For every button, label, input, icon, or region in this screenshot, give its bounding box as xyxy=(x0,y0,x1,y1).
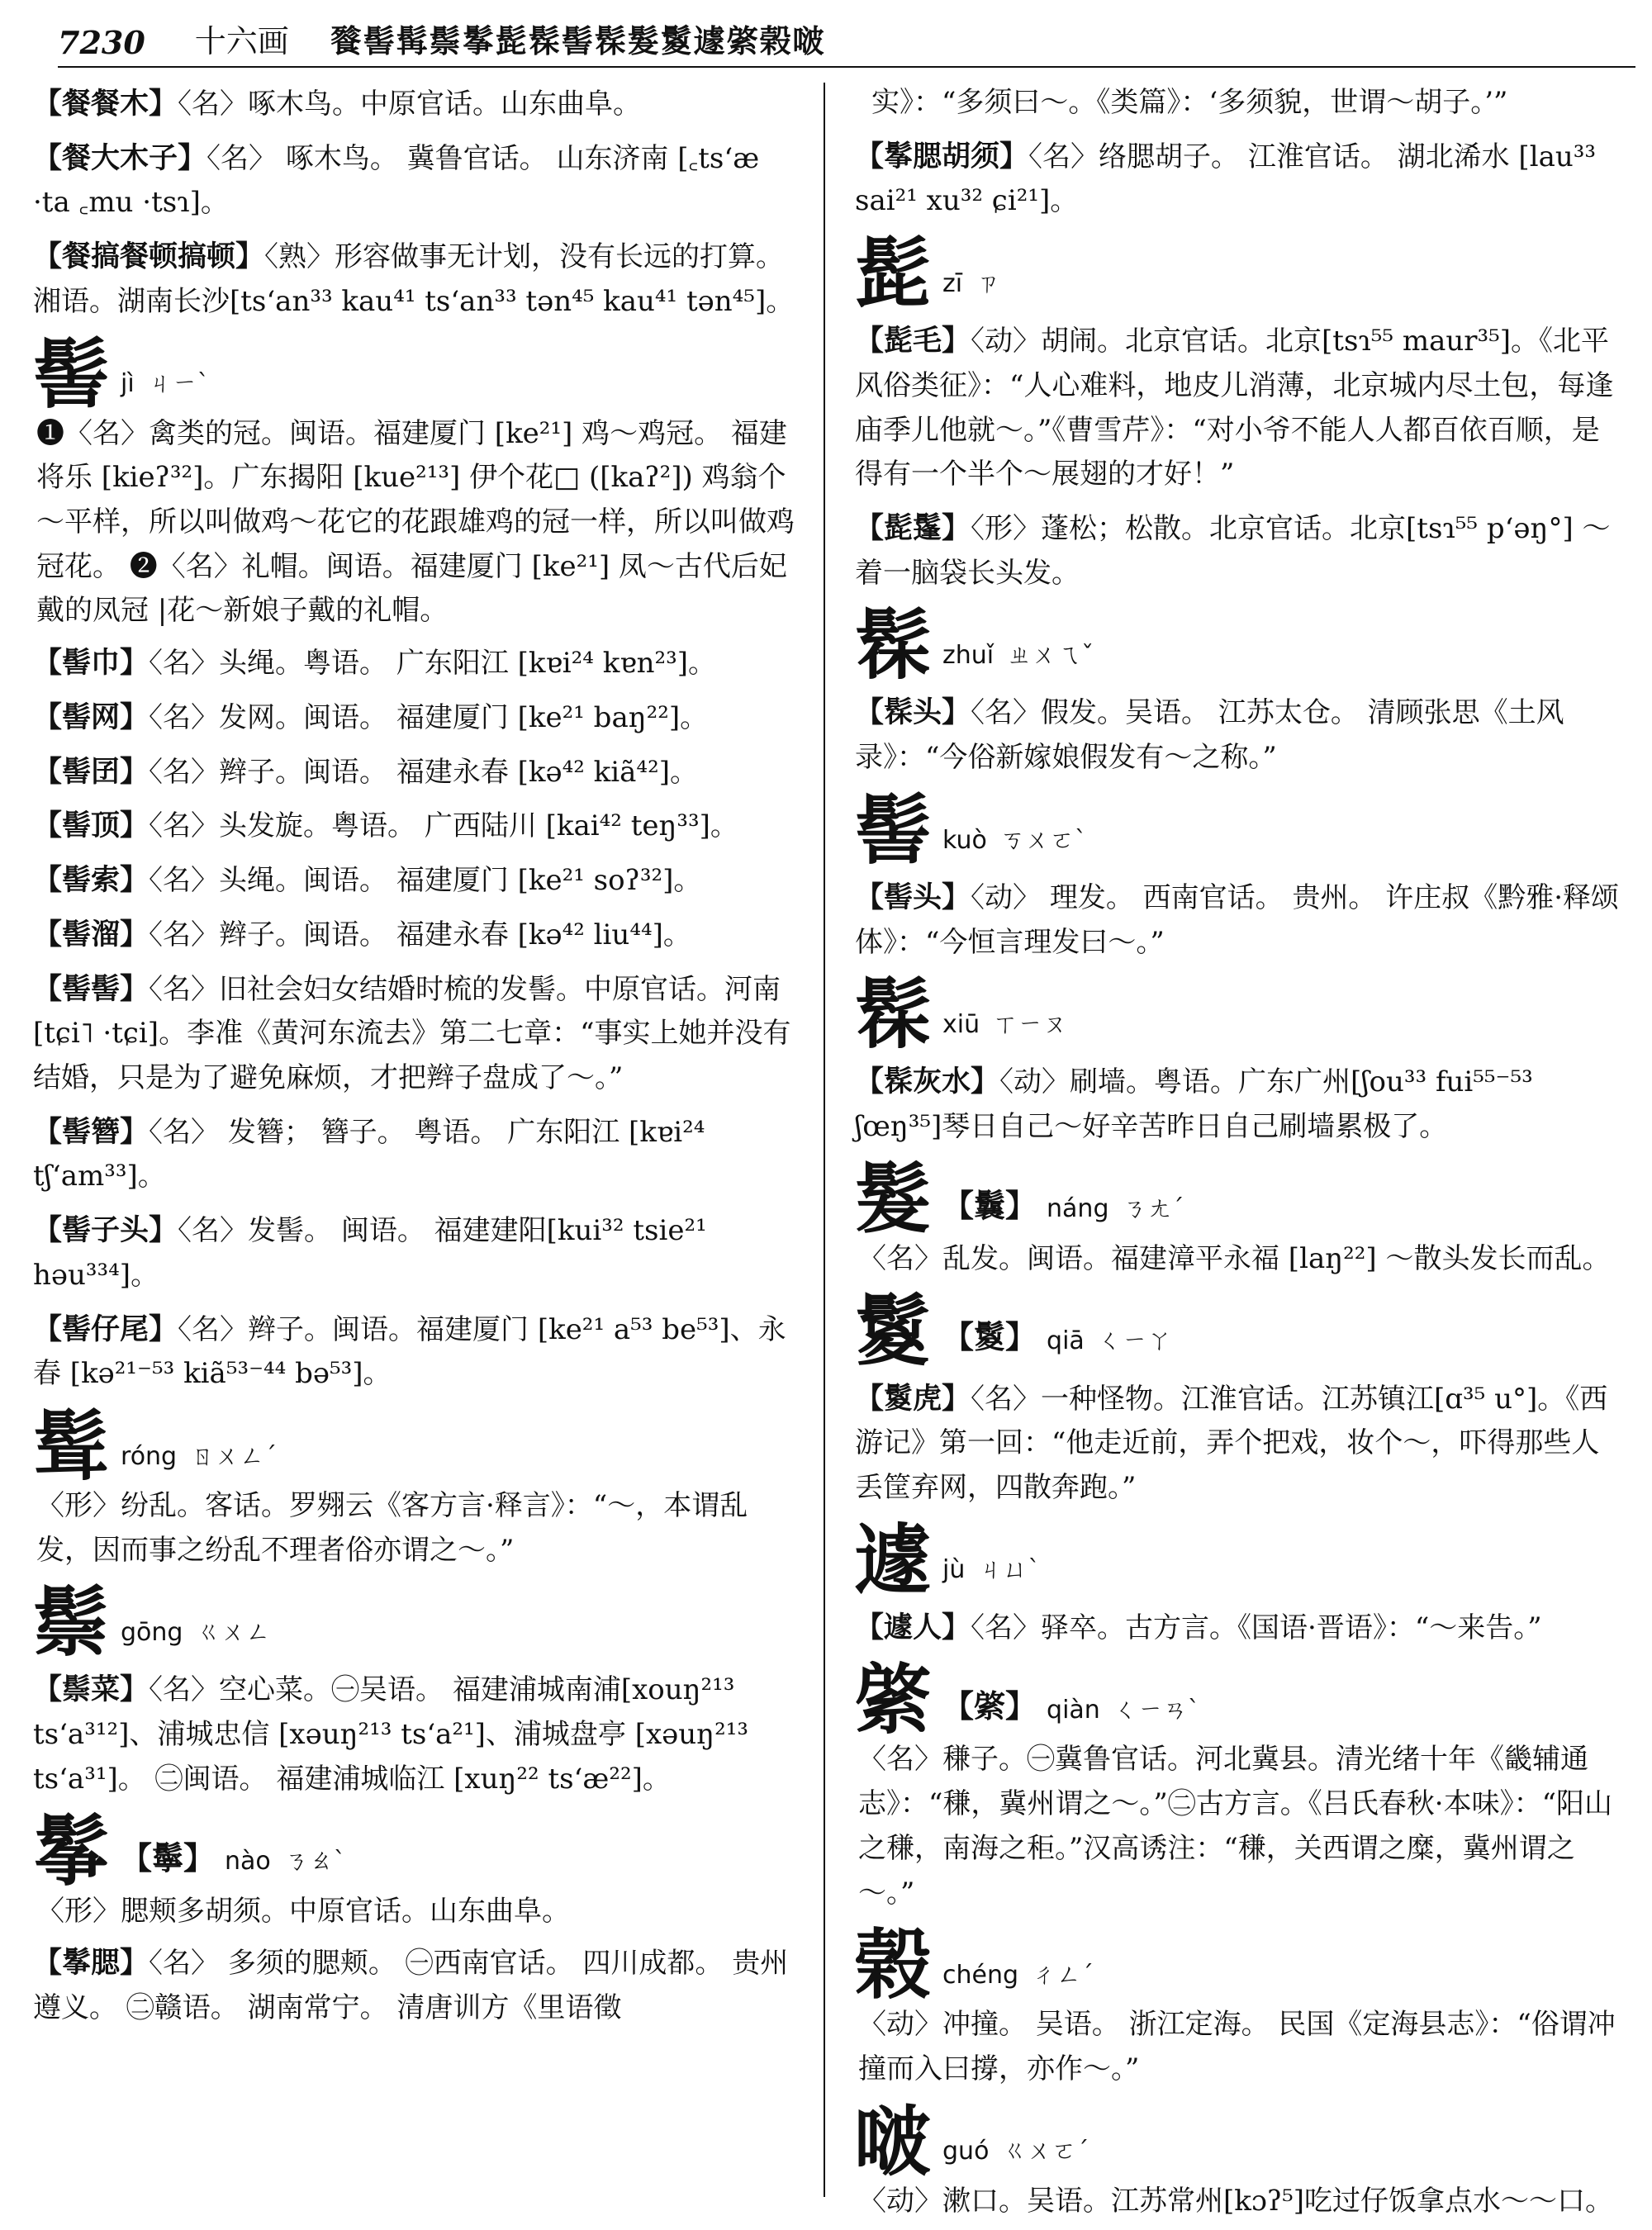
headword-zhuyin: ㄑㄧㄢˋ xyxy=(1113,1695,1200,1725)
entry xyxy=(855,690,1623,780)
headword-zhuyin: ㄖㄨㄥˊ xyxy=(190,1441,278,1471)
entry-body: 〈名〉发网。闽语。 福建厦门 [ke²¹ baŋ²²]。 xyxy=(149,700,709,734)
entry xyxy=(855,875,1623,965)
entry-title: 【餐大木子】 xyxy=(33,140,207,175)
headword-zhuyin: ㄐㄩˋ xyxy=(978,1555,1041,1585)
entry-body: 〈名〉驿卒。古方言。《国语·晋语》：“～来告。” xyxy=(971,1611,1542,1644)
headword-definition: 〈动〉漱口。吴语。江苏常州[kɔʔ⁵]吃过仔饭拿点水～～口。 xyxy=(858,2184,1614,2218)
entry xyxy=(855,134,1623,224)
headword-block xyxy=(33,329,801,634)
entry-title: 【髻头】 xyxy=(855,880,971,914)
headword-char: 髹 xyxy=(855,600,932,690)
character-range: 餮髻髯鬃鬇髭髹髻髹髮鬉遽綮榖啵 xyxy=(330,22,826,59)
headword-pinyin: jù xyxy=(942,1555,966,1585)
headword-zhuyin: ㄎㄨㄛˋ xyxy=(999,825,1087,855)
column-divider xyxy=(824,83,825,2197)
entry-body: 〈名〉头发旋。粤语。 广西陆川 [kai⁴² teŋ³³]。 xyxy=(149,809,738,843)
entry-title: 【髻溜】 xyxy=(33,917,150,951)
entry xyxy=(855,1376,1623,1511)
entry-title: 【髻仔尾】 xyxy=(33,1312,178,1346)
entry-body: 〈形〉蓬松；松散。北京官话。北京[tsɿ⁵⁵ pʻəŋ°] ～着一脑袋长头发。 xyxy=(855,512,1611,590)
headword-pinyin: náng xyxy=(1047,1194,1109,1224)
headword-char: 髶 xyxy=(33,1401,110,1491)
entry xyxy=(33,1940,801,2030)
headword-char: 遽 xyxy=(855,1515,932,1605)
headword-char: 髹 xyxy=(855,970,932,1060)
entry-title: 【遽人】 xyxy=(855,1610,971,1644)
headword-char: 鬇 xyxy=(33,1806,110,1896)
entry-body: 〈名〉头绳。闽语。 福建厦门 [ke²¹ soʔ³²]。 xyxy=(149,864,702,898)
headword-pinyin: zī xyxy=(942,268,963,298)
entry-title: 【鬃菜】 xyxy=(33,1672,150,1707)
entry-title: 【餐餐木】 xyxy=(33,87,178,121)
entry xyxy=(33,1208,801,1298)
headword-block xyxy=(855,1515,1623,1605)
headword-definition: ❶〈名〉禽类的冠。闽语。福建厦门 [ke²¹] 鸡～鸡冠。 福建将乐 [kieʔ³²]。广东揭阳 [kue²¹³] 伊个花□ ([kaʔ²]) 鸡翁个～平样，所以叫做鸡～花它的花跟雄鸡的冠一样，所以叫做鸡冠花。 ❷〈名〉礼帽。闽语。福建厦门 [ke²¹] 凤～古代后妃戴的凤冠 |花～新娘子戴的礼帽。 xyxy=(36,416,795,628)
entry-body: 〈名〉空心菜。㊀吴语。 福建浦城南浦[xouŋ²¹³ tsʻa³¹²]、浦城忠信 [xəuŋ²¹³ tsʻa²¹]、浦城盘亭 [xəuŋ²¹³ tsʻa³¹]。 ㊁闽语。 福建浦城临江 [xuŋ²² tsʻæ²²]。 xyxy=(33,1673,748,1796)
stroke-count-label: 十六画 xyxy=(194,23,289,59)
headword-pinyin: kuò xyxy=(942,825,987,855)
entry-title: 【髻巾】 xyxy=(33,646,150,681)
headword-pinyin: chéng xyxy=(942,1960,1019,1990)
headword-block xyxy=(33,1806,801,1934)
entry-body: 〈名〉旧社会妇女结婚时梳的发髻。中原官话。河南 [tɕi˥ ·tɕi]。李准《黄河东流去》第二七章：“事实上她并没有结婚，只是为了避免麻烦，才把辫子盘成了～。” xyxy=(33,972,791,1094)
headword-zhuyin: ㄍㄨㄥ xyxy=(196,1618,271,1648)
headword-block xyxy=(33,1578,801,1668)
entry xyxy=(33,695,801,741)
entry xyxy=(855,1605,1623,1651)
headword-zhuyin: ㄐㄧˋ xyxy=(147,369,210,399)
entry xyxy=(855,505,1623,595)
entry-body: 〈名〉辫子。闽语。福建厦门 [ke²¹ a⁵³ be⁵³]、永春 [kə²¹⁻⁵³ kiã⁵³⁻⁴⁴ bə⁵³]。 xyxy=(33,1312,786,1391)
entry-title: 【鬇腮】 xyxy=(33,1946,150,1981)
headword-pinyin: qiā xyxy=(1047,1326,1085,1356)
headword-char: 榖 xyxy=(855,1920,932,2010)
headword-zhuyin: ㄒㄧㄡ xyxy=(993,1009,1068,1039)
entry-title: 【髭鬔】 xyxy=(855,511,971,546)
headword-block xyxy=(855,1655,1623,1915)
entry-body: 〈动〉 理发。 西南官话。 贵州。 许庄叔《黔雅·释颂体》：“今恒言理发曰～。” xyxy=(855,880,1620,959)
headword-pinyin: gōng xyxy=(121,1618,183,1648)
headword-char: 髻 xyxy=(855,785,932,875)
entry-body: 〈名〉头绳。粤语。 广东阳江 [kɐi²⁴ kɐn²³]。 xyxy=(149,647,717,681)
entry-body: 〈名〉假发。吴语。 江苏太仓。 清顾张思《土风录》：“今俗新嫁娘假发有～之称。” xyxy=(855,696,1564,775)
entry-title: 【餐搞餐顿搞顿】 xyxy=(33,240,265,274)
entry xyxy=(33,135,801,225)
entry-body: 〈名〉啄木鸟。中原官话。山东曲阜。 xyxy=(178,88,642,121)
headword-char: 鬉 xyxy=(855,1286,932,1376)
entry-body: 〈名〉 啄木鸟。 冀鲁官话。 山东济南 [꜀tsʻæ ·ta ꜀mu ·tsɿ]。 xyxy=(33,141,760,220)
headword-block xyxy=(855,1920,1623,2091)
entry xyxy=(33,803,801,849)
entry xyxy=(33,857,801,904)
headword-pinyin: zhuǐ xyxy=(942,641,995,671)
headword-block xyxy=(855,600,1623,690)
entry xyxy=(33,1307,801,1397)
entry-title: 【髹灰水】 xyxy=(855,1065,1000,1099)
entry xyxy=(33,1667,801,1801)
headword-zhuyin: ㄍㄨㄛˊ xyxy=(1002,2137,1089,2166)
headword-block xyxy=(855,785,1623,875)
entry-body: 〈名〉辫子。闽语。 福建永春 [kə⁴² liu⁴⁴]。 xyxy=(149,918,691,951)
entry-title: 【髻簪】 xyxy=(33,1114,150,1149)
headword-pinyin: guó xyxy=(942,2137,990,2166)
headword-block xyxy=(855,1286,1623,1376)
headword-zhuyin: ㄓㄨㄟˇ xyxy=(1007,641,1094,671)
headword-char: 髻 xyxy=(33,329,110,419)
entry xyxy=(33,234,801,324)
headword-zhuyin: ㄋㄠˋ xyxy=(283,1847,346,1877)
headword-definition: 〈动〉冲撞。 吴语。 浙江定海。 民国《定海县志》：“俗谓冲撞而入曰撐，亦作～。” xyxy=(858,2008,1616,2085)
headword-char: 啵 xyxy=(855,2096,932,2186)
right-column xyxy=(855,81,1623,2230)
headword-zhuyin: ㄗ xyxy=(976,268,1001,298)
headword-pinyin: róng xyxy=(121,1441,178,1471)
headword-char: 髭 xyxy=(855,229,932,319)
headword-zhuyin: ㄑㄧㄚ xyxy=(1097,1326,1172,1356)
entry-body: 〈名〉辫子。闽语。 福建永春 [kə⁴² kiã⁴²]。 xyxy=(149,755,698,789)
entry xyxy=(855,318,1623,497)
entry-body: 〈名〉 发簪； 簪子。 粤语。 广东阳江 [kɐi²⁴ tʃʻam³³]。 xyxy=(33,1115,705,1193)
headword-pinyin: qiàn xyxy=(1047,1695,1100,1725)
entry xyxy=(33,966,801,1101)
entry-body: 〈名〉 多须的腮颊。 ㊀西南官话。 四川成都。 贵州遵义。 ㊁赣语。 湖南常宁。 清唐训方《里语徵 xyxy=(33,1947,789,2024)
entry xyxy=(33,912,801,958)
entry xyxy=(33,749,801,795)
headword-pinyin: nào xyxy=(225,1847,271,1877)
entry xyxy=(33,640,801,686)
entry xyxy=(33,81,801,127)
headword-block xyxy=(855,970,1623,1060)
headword-block xyxy=(855,229,1623,319)
entry-title: 【髻髻】 xyxy=(33,971,150,1006)
headword-zhuyin: ㄋㄤˊ xyxy=(1122,1194,1184,1224)
headword-variant: 【鬉】 xyxy=(942,1318,1037,1356)
headword-definition: 〈形〉腮颊多胡须。中原官话。山东曲阜。 xyxy=(36,1894,570,1928)
entry-title: 【髻子头】 xyxy=(33,1213,178,1248)
entry-body: 〈名〉络腮胡子。 江淮官话。 湖北浠水 [lau³³ sai²¹ xu³² ɕi²¹]。 xyxy=(855,140,1597,218)
page-header xyxy=(58,17,1635,68)
headword-zhuyin: ㄔㄥˊ xyxy=(1032,1960,1094,1990)
page-number: 7230 xyxy=(58,24,145,61)
entry-body: 〈名〉发髻。 闽语。 福建建阳[kui³² tsie²¹ həu³³⁴]。 xyxy=(33,1214,707,1292)
headword-variant: 【鬡】 xyxy=(121,1839,216,1877)
headword-block xyxy=(855,2096,1623,2224)
headword-variant: 【綮】 xyxy=(942,1687,1037,1725)
entry-title: 【髭毛】 xyxy=(855,324,971,358)
headword-definition: 〈名〉乱发。闽语。福建漳平永福 [laŋ²²] ～散头发长而乱。 xyxy=(858,1241,1611,1275)
entry-title: 【髻索】 xyxy=(33,863,150,898)
headword-variant: 【鬤】 xyxy=(942,1186,1037,1224)
entry xyxy=(33,1109,801,1199)
entry-body: 〈动〉刷墙。粤语。广东广州[ʃou³³ fui⁵⁵⁻⁵³ ʃœŋ³⁵]琴日自己～好辛苦昨日自己刷墙累极了。 xyxy=(855,1065,1533,1144)
headword-char: 髮 xyxy=(855,1154,932,1244)
headword-char: 鬃 xyxy=(33,1578,110,1668)
entry-body: 〈名〉一种怪物。江淮官话。江苏镇江[ɑ³⁵ u°]。《西游记》第一回：“他走近前，弄个把戏，妆个～，吓得那些人丢筐弃网，四散奔跑。” xyxy=(855,1382,1608,1504)
entry-body: 〈熟〉形容做事无计划，没有长远的打算。湘语。湖南长沙[tsʻan³³ kau⁴¹ tsʻan³³ tən⁴⁵ kau⁴¹ tən⁴⁵]。 xyxy=(33,240,795,318)
headword-char: 綮 xyxy=(855,1655,932,1745)
headword-pinyin: xiū xyxy=(942,1009,980,1039)
left-column xyxy=(33,81,801,2039)
entry-title: 【鬉虎】 xyxy=(855,1381,971,1416)
headword-definition: 〈形〉纷乱。客话。罗翙云《客方言·释言》：“～，本谓乱发，因而事之纷乱不理者俗亦谓之～。” xyxy=(36,1488,748,1567)
continued-text: 实》：“多须曰～。《类篇》：‘多须貌，世谓～胡子。’” xyxy=(871,86,1508,119)
entry-title: 【髹头】 xyxy=(855,695,971,730)
entry-title: 【髻顶】 xyxy=(33,809,150,843)
entry xyxy=(855,1059,1623,1149)
entry-title: 【髻囝】 xyxy=(33,754,150,789)
headword-definition: 〈名〉稴子。㊀冀鲁官话。河北冀县。清光绪十年《畿辅通志》：“稴，冀州谓之～。”㊁古方言。《吕氏春秋·本味》：“阳山之稴，南海之秬。”汉高诱注：“稴，关西谓之糜，冀州谓之～。” xyxy=(858,1743,1612,1910)
headword-block xyxy=(33,1401,801,1573)
entry-title: 【髻网】 xyxy=(33,700,150,734)
entry-title: 【鬇腮胡须】 xyxy=(855,139,1029,173)
headword-pinyin: jì xyxy=(121,369,135,399)
headword-block xyxy=(855,1154,1623,1282)
entry-body: 〈动〉胡闹。北京官话。北京[tsɿ⁵⁵ maur³⁵]。《北平风俗类征》：“人心难料，地皮儿消薄，北京城内尽土包，每逢庙季儿他就～。”《曹雪芹》：“对小爷不能人人都百依百顺，是得有一个半个～展翅的才好！” xyxy=(855,325,1614,491)
